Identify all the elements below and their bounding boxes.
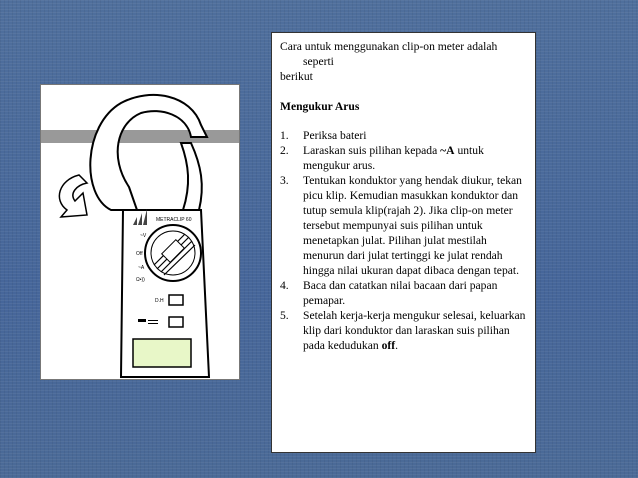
svg-text:Ω•)): Ω•)) [136,277,145,283]
step-text-pre: Setelah kerja-kerja mengukur selesai, keluarkan klip dari konduktor dan laraskan suis pilihan pada kedudukan [303,309,526,352]
step-3 [280,173,529,278]
off-label: Off [136,251,143,257]
step-text [303,308,529,353]
steps-list [280,128,529,353]
step-number: 3. [280,174,289,187]
conductor-bar [41,130,239,143]
dh-label: D.H [155,298,164,304]
step-text-bold: off [381,339,396,352]
step-text-post: untuk mengukur arus. [303,144,484,172]
intro-line-2: seperti [303,55,334,68]
curved-arrow-icon [59,175,87,217]
clamp-jaw-right [181,143,202,210]
model-label: METRACLIP 60 [156,217,192,223]
intro-text [280,39,529,84]
intro-line-1: Cara untuk menggunakan clip-on meter adalah [280,40,498,53]
step-text: Baca dan catatkan nilai bacaan dari papan pemapar. [303,279,498,307]
step-2 [280,143,529,173]
svg-text:~V: ~V [140,233,147,239]
step-text-post: . [395,339,398,352]
svg-text:~A: ~A [138,265,145,271]
step-1 [280,128,529,143]
instructions-panel [271,32,536,453]
section-heading: Mengukur Arus [280,100,360,113]
step-text: Tentukan konduktor yang hendak diukur, tekan picu klip. Kemudian masukkan konduktor dan tutup semula klip(rajah 2). Jika clip-on meter tersebut mempunyai suis pilihan untuk menetapkan julat. Pilihan julat mestilah menurun dari julat tertinggi ke julat rendah hingga nilai ukuran dapat dibaca dengan tepat. [303,174,522,277]
dh-button [169,295,183,305]
step-number: 5. [280,309,289,322]
step-number: 4. [280,279,289,292]
intro-line-3: berikut [280,70,313,83]
lcd-display [133,339,191,367]
step-text-bold: ~A [440,144,455,157]
light-button [169,317,183,327]
step-4 [280,278,529,308]
step-text [303,143,529,173]
step-text-pre: Laraskan suis pilihan kepada [303,144,441,157]
step-number: 1. [280,129,289,142]
step-number: 2. [280,144,289,157]
clamp-meter-figure [40,84,240,380]
clamp-meter-illustration [41,85,239,379]
step-5 [280,308,529,353]
step-text: Periksa bateri [303,129,367,142]
